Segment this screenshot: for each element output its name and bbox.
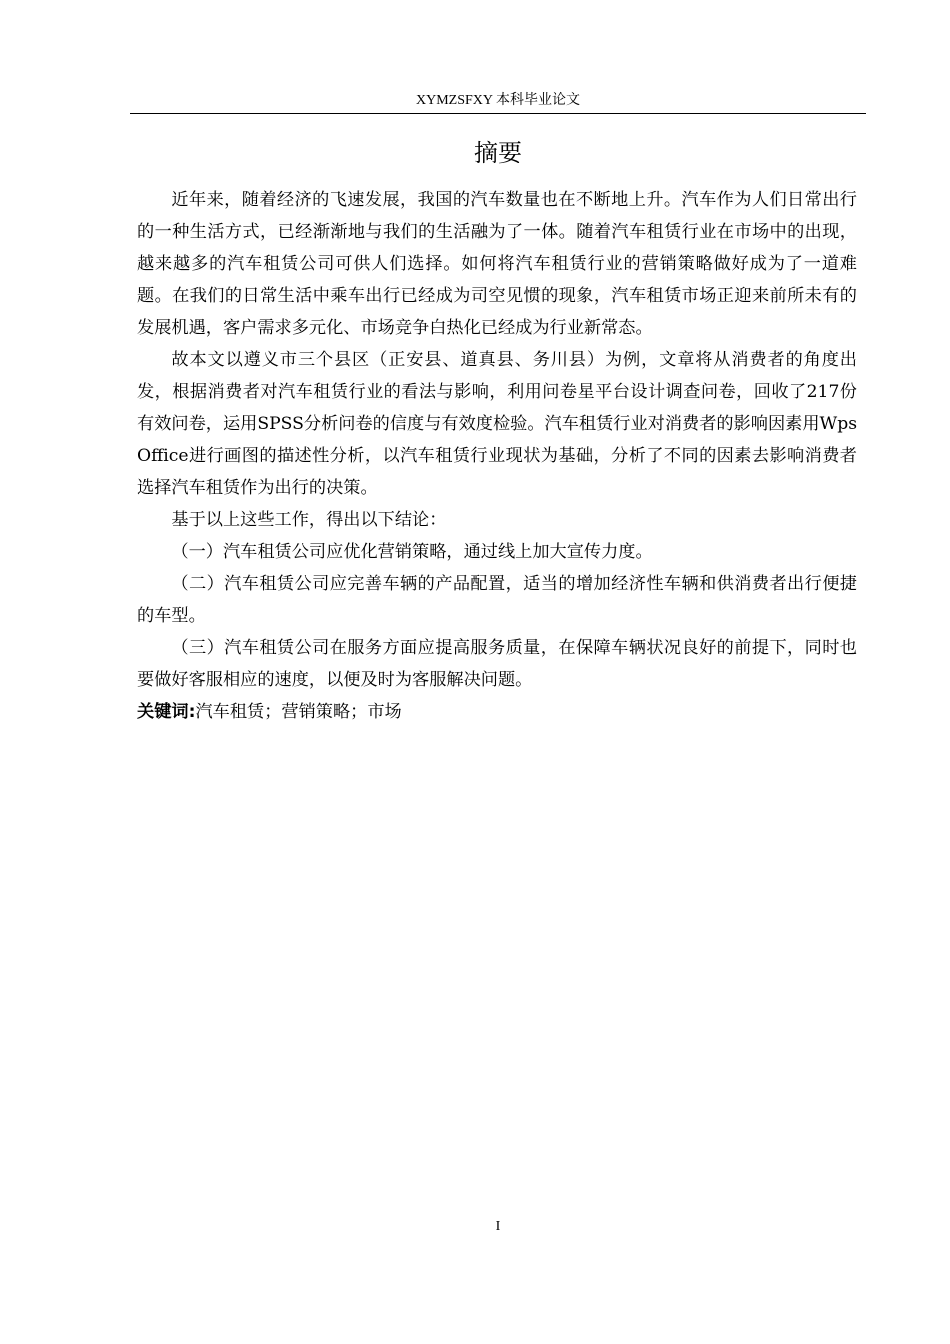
- conclusion-item-3: （三）汽车租赁公司在服务方面应提高服务质量，在保障车辆状况良好的前提下，同时也要做好客服相应的速度，以便及时为客服解决问题。: [137, 638, 857, 690]
- abstract-body: [137, 184, 857, 728]
- keywords-value: 汽车租赁；营销策略；市场: [195, 702, 402, 722]
- page-number: I: [495, 1219, 501, 1234]
- keywords-line: [137, 696, 857, 728]
- conclusion-item-2: （二）汽车租赁公司应完善车辆的产品配置，适当的增加经济性车辆和供消费者出行便捷的车型。: [137, 574, 857, 626]
- running-header: XYMZSFXY 本科毕业论文: [416, 93, 580, 108]
- abstract-paragraph-1: 近年来，随着经济的飞速发展，我国的汽车数量也在不断地上升。汽车作为人们日常出行的一种生活方式，已经渐渐地与我们的生活融为了一体。随着汽车租赁行业在市场中的出现，越来越多的汽车租赁公司可供人们选择。如何将汽车租赁行业的营销策略做好成为了一道难题。在我们的日常生活中乘车出行已经成为司空见惯的现象，汽车租赁市场正迎来前所未有的发展机遇，客户需求多元化、市场竞争白热化已经成为行业新常态。: [137, 190, 857, 338]
- header-rule: [130, 113, 866, 114]
- conclusion-item-1: （一）汽车租赁公司应优化营销策略，通过线上加大宣传力度。: [171, 542, 653, 562]
- abstract-paragraph-2: 故本文以遵义市三个县区（正安县、道真县、务川县）为例，文章将从消费者的角度出发，根据消费者对汽车租赁行业的看法与影响，利用问卷星平台设计调查问卷，回收了217份有效问卷，运用SPSS分析问卷的信度与有效度检验。汽车租赁行业对消费者的影响因素用Wps Office进行画图的描述性分析，以汽车租赁行业现状为基础，分析了不同的因素去影响消费者选择汽车租赁作为出行的决策。: [137, 350, 858, 498]
- abstract-title: 摘要: [474, 139, 522, 167]
- abstract-paragraph-3: 基于以上这些工作，得出以下结论：: [171, 510, 447, 530]
- keywords-label: 关键词:: [137, 702, 196, 722]
